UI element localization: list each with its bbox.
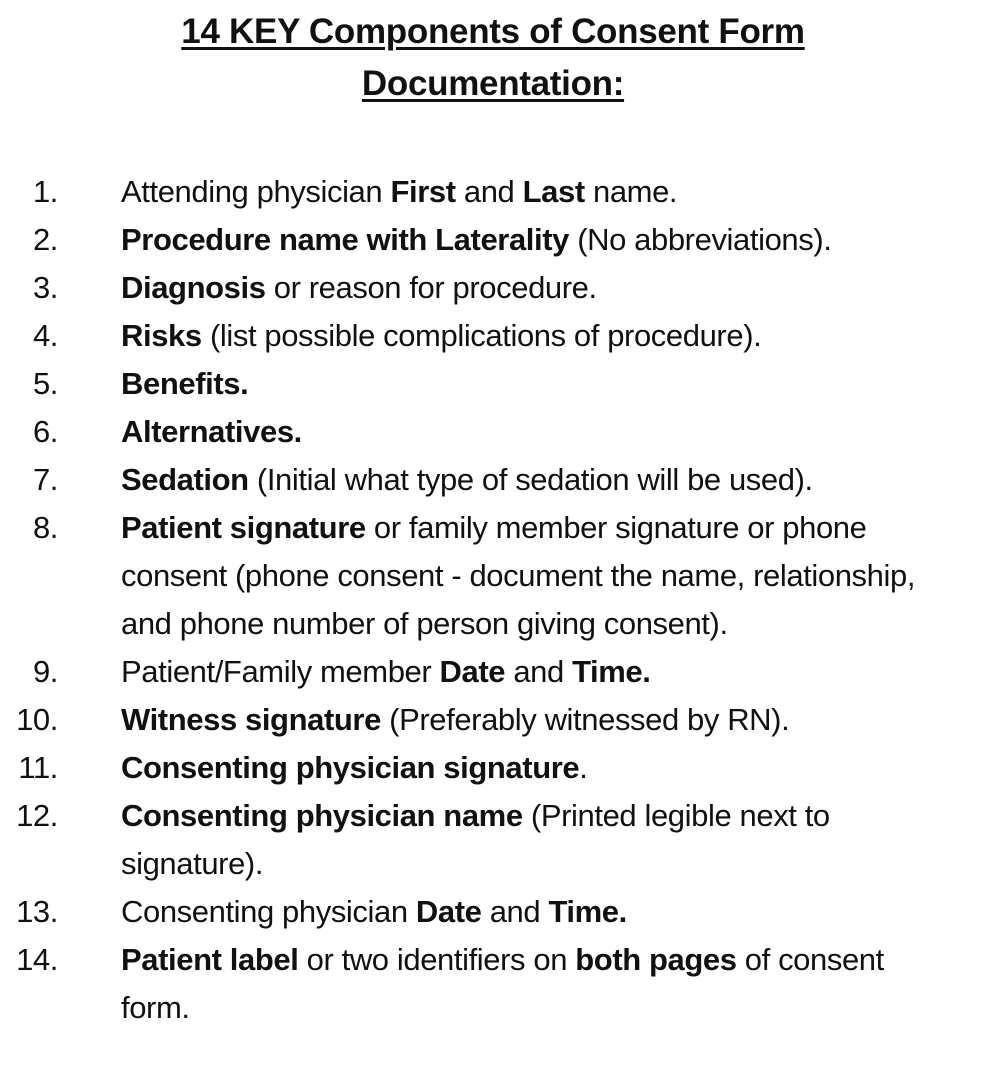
list-item: [0, 504, 986, 648]
list-item: [0, 648, 986, 696]
item-text: [121, 168, 981, 216]
item-text-regular: (Initial what type of sedation will be used).: [248, 462, 813, 497]
item-text: [121, 744, 981, 792]
item-text-bold: Consenting physician signature: [121, 750, 580, 785]
item-text-regular: of consent form.: [121, 942, 884, 1025]
list-item: [0, 312, 986, 360]
item-text-bold: First: [390, 174, 456, 209]
item-number: 1.: [32, 174, 58, 209]
item-text-regular: and: [505, 654, 573, 689]
item-text-regular: .: [579, 750, 588, 785]
list-item: [0, 264, 986, 312]
item-text: [121, 216, 981, 264]
list-item: [0, 456, 986, 504]
item-text-bold: Procedure name with Laterality: [121, 222, 569, 257]
item-text-regular: Patient/Family member: [121, 654, 440, 689]
item-number: 10.: [16, 702, 58, 737]
item-text-bold: Patient label: [121, 942, 299, 977]
item-text-bold: Time.: [572, 654, 651, 689]
item-text-bold: Last: [522, 174, 585, 209]
components-list: [0, 168, 986, 1032]
list-item: [0, 696, 986, 744]
list-item: [0, 408, 986, 456]
item-text-regular: (list possible complications of procedure).: [201, 318, 762, 353]
item-text: [121, 936, 911, 1032]
item-text-bold: Alternatives.: [121, 414, 302, 449]
list-item: [0, 168, 986, 216]
item-number: 7.: [32, 462, 58, 497]
item-text: [121, 312, 981, 360]
item-text-regular: or reason for procedure.: [265, 270, 597, 305]
item-text-regular: and: [481, 894, 549, 929]
item-text: [121, 408, 981, 456]
item-text-regular: (Printed legible next to signature).: [121, 798, 830, 881]
item-text-bold: Sedation: [121, 462, 249, 497]
item-text-regular: Attending physician: [121, 174, 391, 209]
item-text-bold: Patient signature: [121, 510, 366, 545]
item-text-regular: and: [455, 174, 523, 209]
item-number: 2.: [32, 222, 58, 257]
item-text: [121, 360, 981, 408]
item-number: 5.: [32, 366, 58, 401]
item-number: 14.: [16, 942, 58, 977]
item-text-regular: (Preferably witnessed by RN).: [380, 702, 790, 737]
item-text-bold: both pages: [575, 942, 737, 977]
item-text-bold: Time.: [548, 894, 627, 929]
item-text-regular: or two identifiers on: [298, 942, 576, 977]
item-text-regular: (No abbreviations).: [568, 222, 832, 257]
page-title-line-2: Documentation:: [361, 64, 625, 103]
item-text: [121, 504, 971, 648]
list-item: [0, 888, 986, 936]
item-number: 3.: [32, 270, 58, 305]
item-text-bold: Witness signature: [121, 702, 381, 737]
item-text: [121, 888, 981, 936]
item-text-bold: Date: [439, 654, 506, 689]
item-number: 4.: [32, 318, 58, 353]
list-item: [0, 792, 986, 888]
item-text: [121, 792, 971, 888]
list-item: [0, 216, 986, 264]
item-text-bold: Diagnosis: [121, 270, 266, 305]
item-text-regular: or family member signature or phone consent (phone consent - document the name, relationship, and phone number of person giving consent).: [121, 510, 916, 641]
item-number: 9.: [32, 654, 58, 689]
item-text: [121, 456, 981, 504]
item-text: [121, 648, 981, 696]
list-item: [0, 936, 986, 1032]
item-text-bold: Consenting physician name: [121, 798, 523, 833]
item-number: 13.: [16, 894, 58, 929]
list-item: [0, 744, 986, 792]
page-title-line-1: 14 KEY Components of Consent Form: [181, 12, 805, 51]
item-text: [121, 696, 981, 744]
list-item: [0, 360, 986, 408]
item-text-regular: name.: [584, 174, 678, 209]
item-text-bold: Risks: [121, 318, 202, 353]
item-number: 11.: [18, 750, 58, 785]
item-text: [121, 264, 981, 312]
item-text-bold: Date: [415, 894, 482, 929]
item-text-regular: Consenting physician: [121, 894, 416, 929]
item-number: 8.: [32, 510, 58, 545]
item-number: 12.: [16, 798, 58, 833]
item-number: 6.: [32, 414, 58, 449]
item-text-bold: Benefits.: [121, 366, 249, 401]
